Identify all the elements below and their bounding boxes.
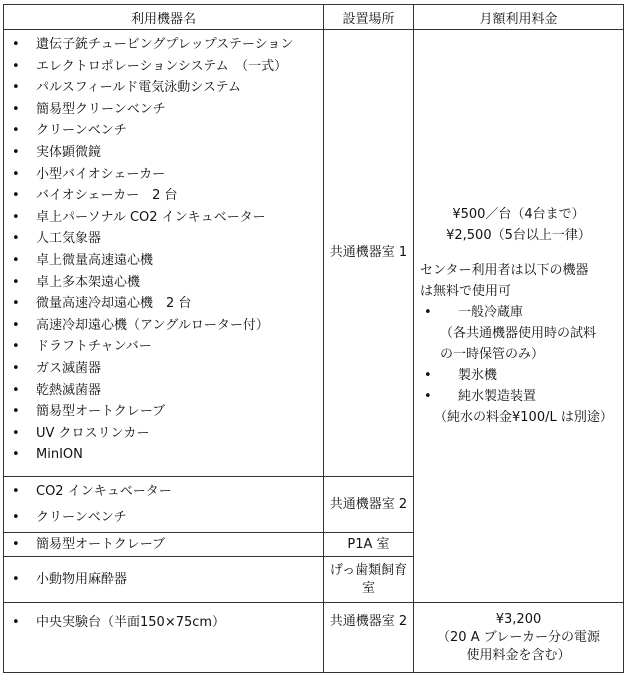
- fee-table: [3, 4, 624, 673]
- item-label: CO2 インキュベーター: [36, 483, 172, 499]
- header-row: [4, 5, 624, 30]
- item-label: 小動物用麻酔器: [36, 571, 128, 587]
- bullet-icon: •: [424, 368, 432, 383]
- list-item: • UV クロスリンカー: [4, 423, 323, 445]
- equipment-cell: [4, 533, 324, 557]
- list-item: • 遺伝子銃チュービングプレップステーション: [4, 34, 323, 56]
- list-item: • クリーンベンチ: [4, 120, 323, 142]
- note-intro-line2: は無料で使用可: [420, 284, 512, 299]
- list-item: • エレクトロポレーションシステム （一式）: [4, 56, 323, 78]
- header-monthly-fee: 月額利用料金: [414, 5, 624, 30]
- equipment-list: [4, 30, 323, 472]
- note-ice-label: 製氷機: [458, 368, 498, 383]
- equipment-list-cell: [4, 30, 324, 477]
- location-cell: [324, 557, 414, 603]
- list-item: • バイオシェーカー 2 台: [4, 185, 323, 207]
- item-label: 中央実験台（半面150×75cm）: [36, 615, 226, 630]
- fee-per-unit: ¥500／台（4台まで）: [452, 207, 585, 222]
- list-item: • ドラフトチャンバー: [4, 336, 323, 358]
- note-water-detail: （純水の料金¥100/L は別途）: [434, 410, 613, 425]
- bullet-icon: •: [12, 509, 20, 525]
- location-cell: 共通機器室 2: [324, 603, 414, 673]
- header-location: 設置場所: [324, 5, 414, 30]
- list-item: [4, 613, 323, 633]
- equipment-cell: [4, 603, 324, 673]
- list-item: [4, 535, 323, 555]
- note-item-water: [420, 386, 617, 407]
- list-item: • 卓上パーソナル CO2 インキュベーター: [4, 207, 323, 229]
- list-item: • 簡易型クリーンベンチ: [4, 99, 323, 121]
- fee-flat-rate: ¥2,500（5台以上一律）: [446, 228, 591, 243]
- equipment-cell: [4, 557, 324, 603]
- list-item: • パルスフィールド電気泳動システム: [4, 77, 323, 99]
- note-freezer-detail2: の一時保管のみ）: [440, 347, 545, 362]
- fee-note-line2: 使用料金を含む）: [466, 647, 571, 663]
- item-label: 簡易型オートクレーブ: [36, 536, 166, 552]
- location-cell: P1A 室: [324, 533, 414, 557]
- fee-amount: ¥3,200: [495, 611, 542, 627]
- location-cell: 共通機器室 1: [324, 30, 414, 477]
- list-item: • 微量高速冷却遠心機 2 台: [4, 293, 323, 315]
- bullet-icon: •: [12, 536, 20, 552]
- note-freezer-label: 一般冷蔵庫: [458, 305, 524, 320]
- list-item: • 乾熱滅菌器: [4, 380, 323, 402]
- bullet-icon: •: [424, 389, 432, 404]
- location-cell: 共通機器室 2: [324, 477, 414, 533]
- list-item: • 簡易型オートクレーブ: [4, 401, 323, 423]
- free-equipment-note: [420, 260, 617, 428]
- list-item: • 卓上多本架遠心機: [4, 272, 323, 294]
- fee-block: [414, 204, 623, 428]
- bullet-icon: •: [12, 483, 20, 499]
- table-row: [4, 603, 624, 673]
- equipment-list-cell: [4, 477, 324, 533]
- note-intro-line1: センター利用者は以下の機器: [420, 263, 589, 278]
- bullet-icon: •: [12, 571, 20, 587]
- location-line1: げっ歯類飼育: [329, 562, 408, 578]
- list-item: [4, 570, 323, 590]
- bullet-icon: •: [424, 305, 432, 320]
- note-water-label: 純水製造装置: [458, 389, 537, 404]
- header-equipment: 利用機器名: [4, 5, 324, 30]
- list-item: [4, 508, 323, 528]
- fee-cell: [414, 603, 624, 673]
- list-item: [4, 482, 323, 502]
- bullet-icon: •: [12, 615, 20, 630]
- note-item-freezer: [420, 302, 617, 323]
- fee-cell: [414, 30, 624, 603]
- list-item: • 小型バイオシェーカー: [4, 164, 323, 186]
- location-line2: 室: [361, 580, 375, 596]
- list-item: • MinION: [4, 444, 323, 466]
- list-item: • 実体顕微鏡: [4, 142, 323, 164]
- list-item: • 人工気象器: [4, 228, 323, 250]
- list-item: • 卓上微量高速遠心機: [4, 250, 323, 272]
- fee-note-line1: （20 A ブレーカー分の電源: [437, 629, 600, 645]
- list-item: • 高速冷却遠心機（アングルローター付）: [4, 315, 323, 337]
- note-freezer-detail1: （各共通機器使用時の試料: [440, 326, 597, 341]
- table-row: [4, 30, 624, 477]
- item-label: クリーンベンチ: [36, 509, 127, 525]
- list-item: • ガス滅菌器: [4, 358, 323, 380]
- note-item-ice: [420, 365, 617, 386]
